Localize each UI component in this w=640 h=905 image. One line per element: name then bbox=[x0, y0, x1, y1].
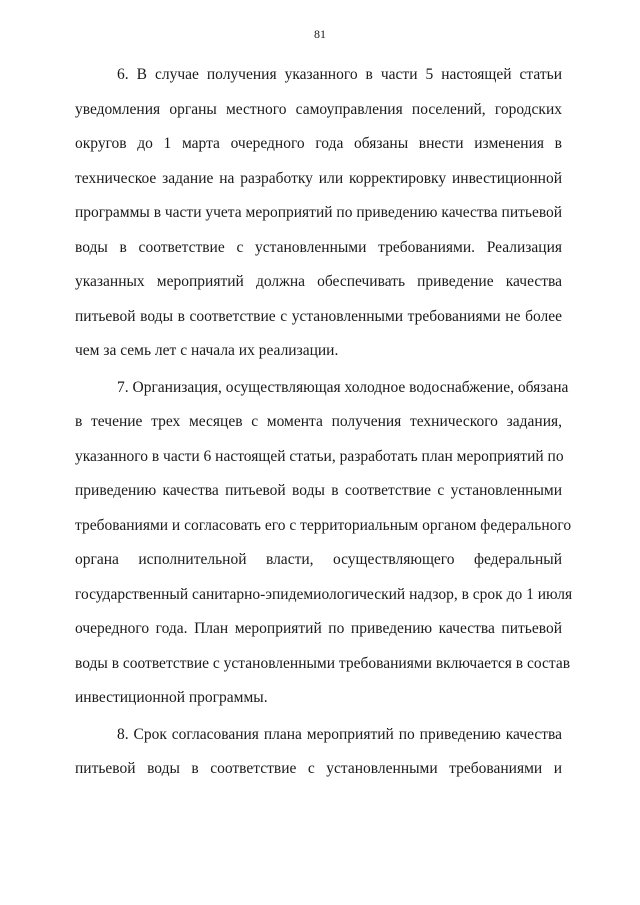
document-body bbox=[75, 58, 573, 789]
text-line: питьевой воды в соответствие с установленными требованиями не более bbox=[75, 307, 562, 325]
text-line: требованиями и согласовать его с территориальным органом федерального bbox=[75, 516, 572, 534]
text-line: государственный санитарно-эпидемиологический надзор, в срок до 1 июля bbox=[75, 585, 573, 603]
text-line: указанных мероприятий должна обеспечивать приведение качества bbox=[75, 273, 562, 290]
text-line: органа исполнительной власти, осуществляющего федеральный bbox=[75, 551, 562, 568]
text-line: очередного года. План мероприятий по приведению качества питьевой bbox=[75, 620, 562, 637]
text-line: округов до 1 марта очередного года обязаны внести изменения в bbox=[75, 135, 562, 152]
paragraph-6 bbox=[75, 58, 562, 369]
text-line: 7. Организация, осуществляющая холодное водоснабжение, обязана bbox=[117, 378, 569, 396]
paragraph-7 bbox=[75, 371, 573, 716]
page-number: 81 bbox=[314, 27, 326, 41]
text-line: в течение трех месяцев с момента получения технического задания, bbox=[75, 413, 562, 430]
text-line: программы в части учета мероприятий по приведению качества питьевой bbox=[75, 204, 563, 221]
text-line: чем за семь лет с начала их реализации. bbox=[75, 342, 339, 359]
text-line: 6. В случае получения указанного в части 5 настоящей статьи bbox=[117, 66, 562, 83]
text-line: указанного в части 6 настоящей статьи, разработать план мероприятий по bbox=[75, 447, 564, 465]
paragraph-8 bbox=[75, 718, 562, 787]
text-line: инвестиционной программы. bbox=[75, 689, 268, 706]
text-line: воды в соответствие с установленными требованиями включается в состав bbox=[75, 654, 571, 672]
text-line: техническое задание на разработку или корректировку инвестиционной bbox=[75, 169, 562, 187]
text-line: приведению качества питьевой воды в соответствие с установленными bbox=[75, 482, 562, 499]
text-line: 8. Срок согласования плана мероприятий по приведению качества bbox=[117, 725, 562, 743]
text-line: питьевой воды в соответствие с установленными требованиями и bbox=[75, 760, 562, 777]
text-line: воды в соответствие с установленными требованиями. Реализация bbox=[75, 238, 562, 256]
text-line: уведомления органы местного самоуправления поселений, городских bbox=[75, 100, 562, 118]
